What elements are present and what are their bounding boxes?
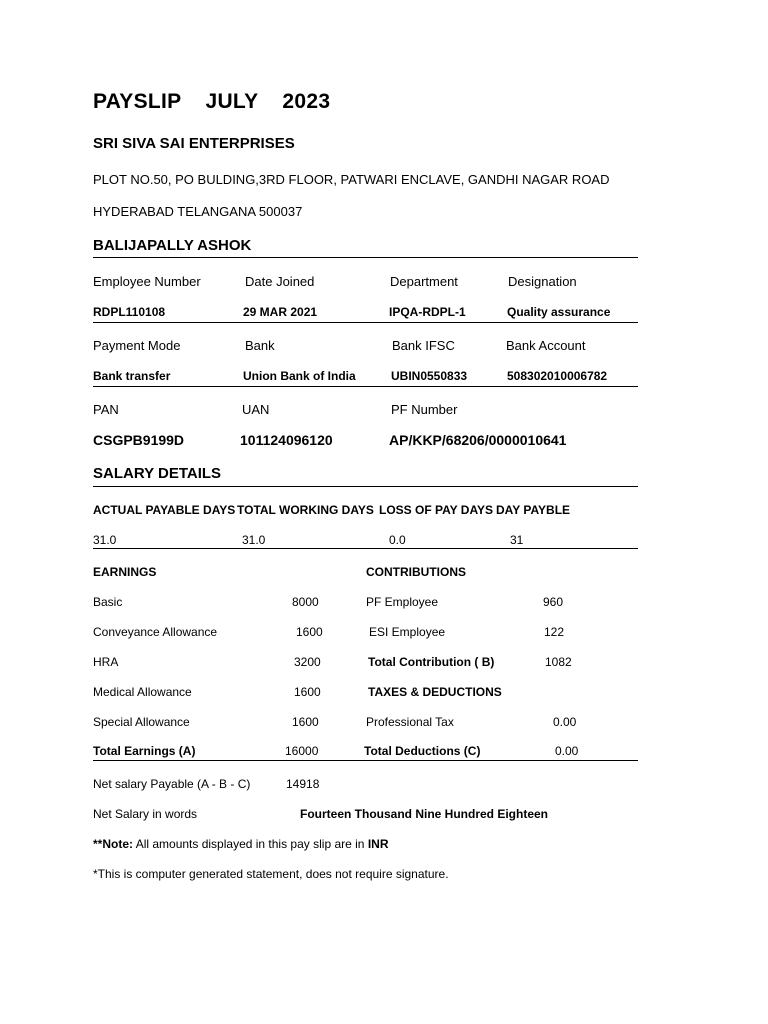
value-employee-number: RDPL110108 xyxy=(93,305,166,319)
label-designation: Designation xyxy=(508,274,577,289)
divider xyxy=(93,322,638,323)
tax-label-professional: Professional Tax xyxy=(366,715,454,729)
value-designation: Quality assurance xyxy=(507,305,611,319)
value-bank: Union Bank of India xyxy=(243,369,356,383)
earning-label-basic: Basic xyxy=(93,595,123,609)
earning-value-conveyance: 1600 xyxy=(296,625,323,639)
value-actual-payable-days: 31.0 xyxy=(93,533,117,547)
value-payment-mode: Bank transfer xyxy=(93,369,171,383)
header-loss-of-pay-days: LOSS OF PAY DAYS xyxy=(379,503,494,517)
earning-label-hra: HRA xyxy=(93,655,119,669)
note-currency: INR xyxy=(367,837,389,851)
value-total-working-days: 31.0 xyxy=(242,533,266,547)
employee-name: BALIJAPALLY ASHOK xyxy=(93,237,252,254)
divider xyxy=(93,486,638,487)
divider xyxy=(93,386,638,387)
divider xyxy=(93,257,638,258)
value-date-joined: 29 MAR 2021 xyxy=(243,305,318,319)
label-employee-number: Employee Number xyxy=(93,274,201,289)
value-uan: 101124096120 xyxy=(240,432,333,448)
address-line-1: PLOT NO.50, PO BULDING,3RD FLOOR, PATWARI ENCLAVE, GANDHI NAGAR ROAD xyxy=(93,172,610,187)
earning-value-hra: 3200 xyxy=(294,655,321,669)
total-deductions-label: Total Deductions (C) xyxy=(364,744,481,758)
salary-details-title: SALARY DETAILS xyxy=(93,465,222,482)
net-words-value: Fourteen Thousand Nine Hundred Eighteen xyxy=(300,807,549,821)
label-payment-mode: Payment Mode xyxy=(93,338,181,353)
contribution-value-pf: 960 xyxy=(543,595,564,609)
total-deductions-value: 0.00 xyxy=(555,744,579,758)
header-actual-payable-days: ACTUAL PAYABLE DAYS xyxy=(93,503,236,517)
label-date-joined: Date Joined xyxy=(245,274,315,289)
note-line xyxy=(93,837,388,851)
contribution-label-esi: ESI Employee xyxy=(369,625,446,639)
title-word: PAYSLIP xyxy=(93,90,182,113)
value-bank-ifsc: UBIN0550833 xyxy=(391,369,468,383)
company-name: SRI SIVA SAI ENTERPRISES xyxy=(93,135,295,152)
divider xyxy=(93,548,638,549)
contribution-label-total: Total Contribution ( B) xyxy=(368,655,495,669)
label-bank: Bank xyxy=(245,338,275,353)
divider xyxy=(93,760,638,761)
value-bank-account: 508302010006782 xyxy=(507,369,608,383)
total-earnings-value: 16000 xyxy=(285,744,319,758)
note-prefix: **Note: xyxy=(93,837,134,851)
net-words-label: Net Salary in words xyxy=(93,807,198,821)
label-department: Department xyxy=(390,274,458,289)
disclaimer: *This is computer generated statement, does not require signature. xyxy=(93,867,449,881)
header-day-payble: DAY PAYBLE xyxy=(496,503,571,517)
value-department: IPQA-RDPL-1 xyxy=(389,305,466,319)
label-uan: UAN xyxy=(242,402,270,417)
contribution-label-pf: PF Employee xyxy=(366,595,439,609)
value-pf-number: AP/KKP/68206/0000010641 xyxy=(389,432,567,448)
label-bank-account: Bank Account xyxy=(506,338,586,353)
tax-value-professional: 0.00 xyxy=(553,715,577,729)
net-payable-value: 14918 xyxy=(286,777,320,791)
taxes-deductions-title: TAXES & DEDUCTIONS xyxy=(368,685,502,699)
title-year: 2023 xyxy=(282,90,331,113)
earning-label-medical: Medical Allowance xyxy=(93,685,192,699)
header-total-working-days: TOTAL WORKING DAYS xyxy=(237,503,374,517)
earning-label-special: Special Allowance xyxy=(93,715,190,729)
earnings-title: EARNINGS xyxy=(93,565,157,579)
earning-value-basic: 8000 xyxy=(292,595,319,609)
label-bank-ifsc: Bank IFSC xyxy=(392,338,455,353)
value-loss-of-pay-days: 0.0 xyxy=(389,533,406,547)
contribution-value-esi: 122 xyxy=(544,625,565,639)
title-month: JULY xyxy=(205,90,259,113)
net-payable-label: Net salary Payable (A - B - C) xyxy=(93,777,251,791)
address-line-2: HYDERABAD TELANGANA 500037 xyxy=(93,204,303,219)
contributions-title: CONTRIBUTIONS xyxy=(366,565,466,579)
contribution-value-total: 1082 xyxy=(545,655,572,669)
earning-value-medical: 1600 xyxy=(294,685,321,699)
note-text: All amounts displayed in this pay slip are in xyxy=(133,837,368,851)
earning-label-conveyance: Conveyance Allowance xyxy=(93,625,218,639)
earning-value-special: 1600 xyxy=(292,715,319,729)
payslip-title xyxy=(93,90,330,114)
value-day-payble: 31 xyxy=(510,533,524,547)
label-pf-number: PF Number xyxy=(391,402,458,417)
value-pan: CSGPB9199D xyxy=(93,432,185,448)
total-earnings-label: Total Earnings (A) xyxy=(93,744,196,758)
label-pan: PAN xyxy=(93,402,119,417)
